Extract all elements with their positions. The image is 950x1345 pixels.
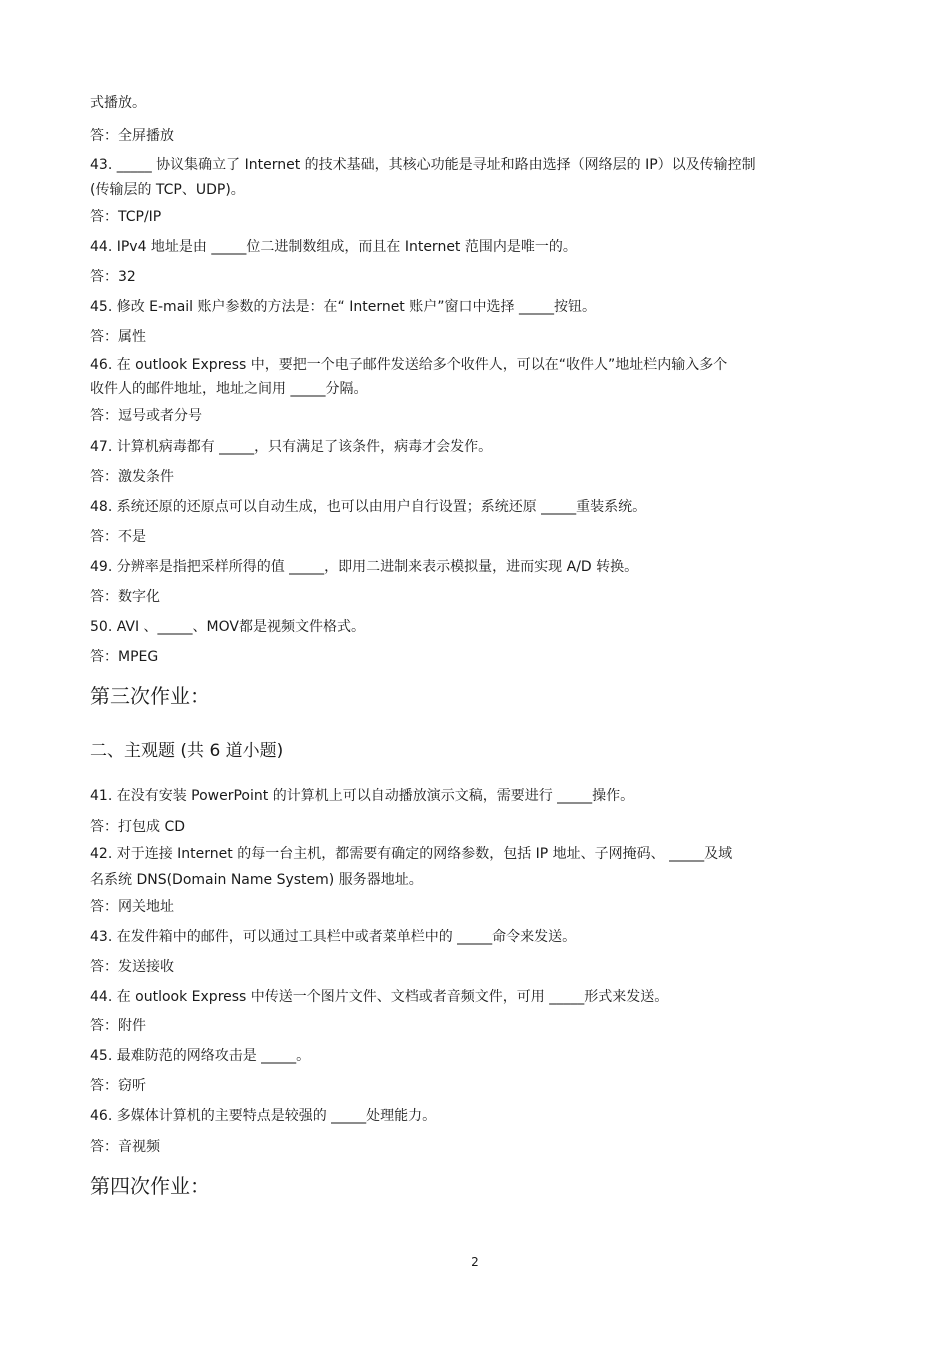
answer: 答：打包成 CD [90,819,186,835]
line: 收件人的邮件地址，地址之间用 _____分隔。 [90,381,368,397]
question: 50. AVI 、_____、MOV都是视频文件格式。 [90,619,365,635]
question: 48. 系统还原的还原点可以自动生成，也可以由用户自行设置；系统还原 _____重装系统。 [90,499,647,515]
answer: 答：音视频 [90,1139,160,1155]
question: 45. 最难防范的网络攻击是 _____。 [90,1048,311,1064]
answer: 答：全屏播放 [90,128,174,144]
answer: 答：TCP/IP [90,209,162,225]
answer: 答：不是 [90,529,146,545]
heading-fourth-assignment: 第四次作业： [90,1174,210,1198]
answer: 答：发送接收 [90,959,174,975]
answer: 答：MPEG [90,649,159,665]
section-title: 二、主观题 (共 6 道小题) [90,741,284,761]
question: 49. 分辨率是指把采样所得的值 _____，即用二进制来表示模拟量，进而实现 A/D 转换。 [90,559,639,575]
answer: 答：逗号或者分号 [90,408,202,424]
answer: 答：属性 [90,329,146,345]
question: 43. _____ 协议集确立了 Internet 的技术基础，其核心功能是寻址和路由选择（网络层的 IP）以及传输控制 [90,157,756,173]
question: 46. 多媒体计算机的主要特点是较强的 _____处理能力。 [90,1108,437,1124]
answer: 答：32 [90,269,136,285]
question: 42. 对于连接 Internet 的每一台主机，都需要有确定的网络参数，包括 IP 地址、子网掩码、 _____及域 [90,846,733,862]
question: 44. 在 outlook Express 中传送一个图片文件、文档或者音频文件，可用 _____形式来发送。 [90,989,669,1005]
question: 45. 修改 E-mail 账户参数的方法是：在“ Internet 账户”窗口中选择 _____按钮。 [90,299,596,315]
answer: 答：网关地址 [90,899,174,915]
answer: 答：数字化 [90,589,160,605]
page-number: 2 [471,1255,479,1269]
question: 41. 在没有安装 PowerPoint 的计算机上可以自动播放演示文稿，需要进行 _____操作。 [90,788,635,804]
question: 43. 在发件箱中的邮件，可以通过工具栏中或者菜单栏中的 _____命令来发送。 [90,929,577,945]
line: (传输层的 TCP、UDP)。 [90,182,245,198]
answer: 答：附件 [90,1018,146,1034]
line: 名系统 DNS(Domain Name System) 服务器地址。 [90,872,423,888]
heading-third-assignment: 第三次作业： [90,684,210,708]
question: 44. IPv4 地址是由 _____位二进制数组成，而且在 Internet 范围内是唯一的。 [90,239,577,255]
question: 47. 计算机病毒都有 _____，只有满足了该条件，病毒才会发作。 [90,439,493,455]
answer: 答：窃听 [90,1078,146,1094]
line: 式播放。 [90,95,146,111]
answer: 答：激发条件 [90,469,174,485]
question: 46. 在 outlook Express 中，要把一个电子邮件发送给多个收件人，可以在“收件人”地址栏内输入多个 [90,357,728,373]
